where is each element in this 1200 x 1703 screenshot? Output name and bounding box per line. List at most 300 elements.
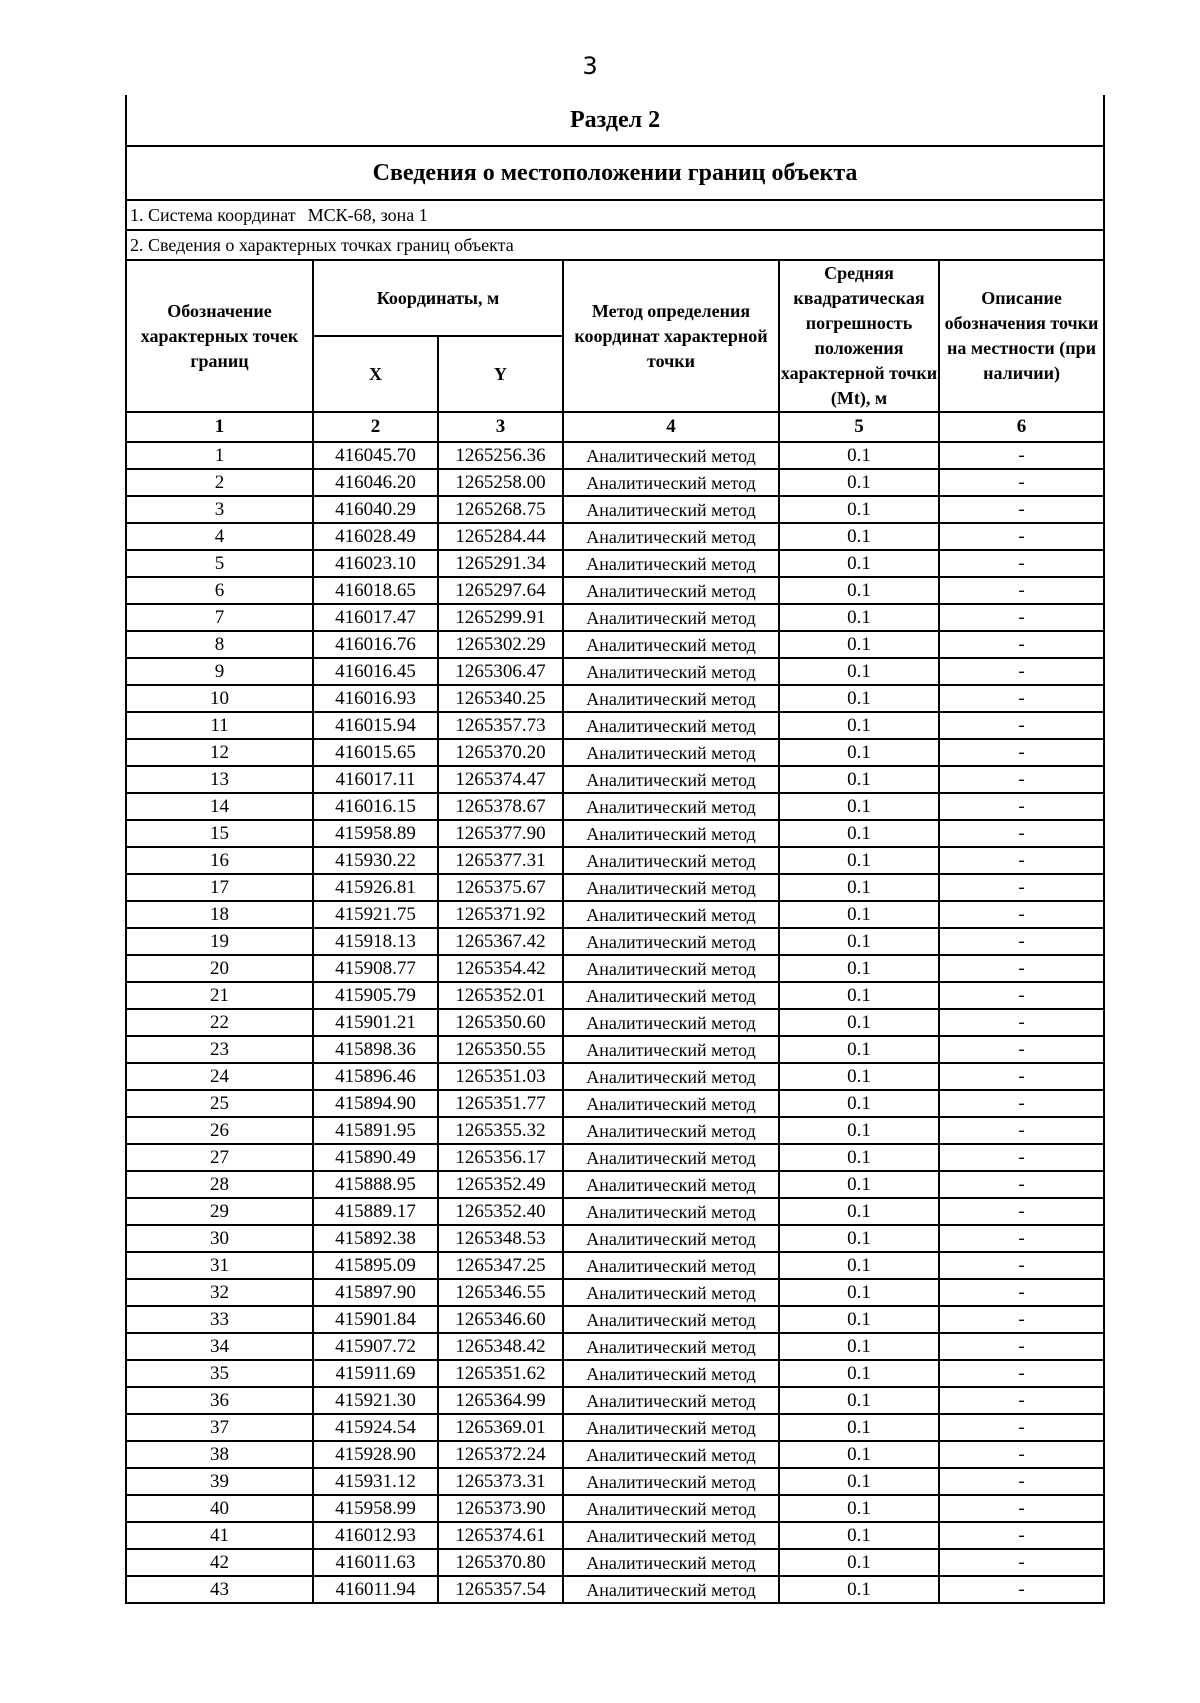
mean-error: 0.1 (779, 496, 939, 523)
mean-error: 0.1 (779, 1306, 939, 1333)
coord-x: 415931.12 (313, 1468, 438, 1495)
mean-error: 0.1 (779, 1009, 939, 1036)
point-number: 38 (126, 1441, 313, 1468)
description: - (939, 1009, 1104, 1036)
coord-y: 1265351.03 (438, 1063, 563, 1090)
coord-x: 415888.95 (313, 1171, 438, 1198)
coord-x: 416023.10 (313, 550, 438, 577)
method: Аналитический метод (563, 1252, 779, 1279)
coord-y: 1265346.55 (438, 1279, 563, 1306)
method: Аналитический метод (563, 1306, 779, 1333)
description: - (939, 496, 1104, 523)
coord-x: 415890.49 (313, 1144, 438, 1171)
mean-error: 0.1 (779, 982, 939, 1009)
point-number: 29 (126, 1198, 313, 1225)
table-row (126, 1225, 1104, 1252)
coord-y: 1265370.80 (438, 1549, 563, 1576)
point-number: 24 (126, 1063, 313, 1090)
table-row (126, 1144, 1104, 1171)
table-row (126, 1333, 1104, 1360)
point-number: 30 (126, 1225, 313, 1252)
table-row (126, 739, 1104, 766)
mean-error: 0.1 (779, 1576, 939, 1603)
coord-y: 1265367.42 (438, 928, 563, 955)
description: - (939, 1333, 1104, 1360)
table-row (126, 1063, 1104, 1090)
method: Аналитический метод (563, 955, 779, 982)
coord-x: 416015.65 (313, 739, 438, 766)
description: - (939, 1144, 1104, 1171)
table-row (126, 766, 1104, 793)
method: Аналитический метод (563, 874, 779, 901)
mean-error: 0.1 (779, 1198, 939, 1225)
method: Аналитический метод (563, 1495, 779, 1522)
coord-x: 415889.17 (313, 1198, 438, 1225)
point-number: 34 (126, 1333, 313, 1360)
point-number: 17 (126, 874, 313, 901)
description: - (939, 1468, 1104, 1495)
method: Аналитический метод (563, 820, 779, 847)
coord-x: 415926.81 (313, 874, 438, 901)
point-number: 9 (126, 658, 313, 685)
header-coordinates: Координаты, м (313, 260, 563, 336)
point-number: 36 (126, 1387, 313, 1414)
table-row (126, 1414, 1104, 1441)
method: Аналитический метод (563, 928, 779, 955)
mean-error: 0.1 (779, 955, 939, 982)
method: Аналитический метод (563, 631, 779, 658)
coord-x: 415911.69 (313, 1360, 438, 1387)
points-heading: 2. Сведения о характерных точках границ объекта (126, 230, 1104, 260)
point-number: 27 (126, 1144, 313, 1171)
coord-x: 416011.63 (313, 1549, 438, 1576)
table-row (126, 1279, 1104, 1306)
table-row (126, 1549, 1104, 1576)
coord-x: 415924.54 (313, 1414, 438, 1441)
description: - (939, 1171, 1104, 1198)
table-row (126, 442, 1104, 469)
coord-y: 1265350.60 (438, 1009, 563, 1036)
method: Аналитический метод (563, 1468, 779, 1495)
coord-y: 1265364.99 (438, 1387, 563, 1414)
method: Аналитический метод (563, 1198, 779, 1225)
section-title: Раздел 2 (126, 95, 1104, 146)
point-number: 26 (126, 1117, 313, 1144)
method: Аналитический метод (563, 1360, 779, 1387)
point-number: 35 (126, 1360, 313, 1387)
mean-error: 0.1 (779, 766, 939, 793)
description: - (939, 631, 1104, 658)
description: - (939, 874, 1104, 901)
coord-y: 1265371.92 (438, 901, 563, 928)
coord-y: 1265350.55 (438, 1036, 563, 1063)
point-number: 37 (126, 1414, 313, 1441)
mean-error: 0.1 (779, 1549, 939, 1576)
point-number: 2 (126, 469, 313, 496)
point-number: 3 (126, 496, 313, 523)
table-row (126, 1360, 1104, 1387)
description: - (939, 1090, 1104, 1117)
table-body (126, 442, 1104, 1603)
table-row (126, 1495, 1104, 1522)
description: - (939, 1117, 1104, 1144)
table-row (126, 820, 1104, 847)
table-row (126, 1009, 1104, 1036)
point-number: 14 (126, 793, 313, 820)
mean-error: 0.1 (779, 442, 939, 469)
description: - (939, 658, 1104, 685)
table-row (126, 1117, 1104, 1144)
table-row (126, 955, 1104, 982)
point-number: 5 (126, 550, 313, 577)
coord-y: 1265306.47 (438, 658, 563, 685)
point-number: 43 (126, 1576, 313, 1603)
coord-x: 415907.72 (313, 1333, 438, 1360)
coord-y: 1265377.90 (438, 820, 563, 847)
table-row (126, 1306, 1104, 1333)
description: - (939, 739, 1104, 766)
coord-y: 1265370.20 (438, 739, 563, 766)
coord-y: 1265373.31 (438, 1468, 563, 1495)
description: - (939, 469, 1104, 496)
method: Аналитический метод (563, 1441, 779, 1468)
coord-y: 1265297.64 (438, 577, 563, 604)
description: - (939, 685, 1104, 712)
mean-error: 0.1 (779, 1468, 939, 1495)
table-row (126, 1387, 1104, 1414)
coord-y: 1265373.90 (438, 1495, 563, 1522)
mean-error: 0.1 (779, 604, 939, 631)
description: - (939, 1387, 1104, 1414)
description: - (939, 1279, 1104, 1306)
coord-y: 1265372.24 (438, 1441, 563, 1468)
point-number: 39 (126, 1468, 313, 1495)
table-row (126, 928, 1104, 955)
point-number: 40 (126, 1495, 313, 1522)
point-number: 32 (126, 1279, 313, 1306)
description: - (939, 577, 1104, 604)
mean-error: 0.1 (779, 631, 939, 658)
mean-error: 0.1 (779, 820, 939, 847)
mean-error: 0.1 (779, 469, 939, 496)
coord-x: 416016.93 (313, 685, 438, 712)
description: - (939, 793, 1104, 820)
point-number: 41 (126, 1522, 313, 1549)
table-row (126, 550, 1104, 577)
mean-error: 0.1 (779, 739, 939, 766)
method: Аналитический метод (563, 982, 779, 1009)
method: Аналитический метод (563, 658, 779, 685)
method: Аналитический метод (563, 1414, 779, 1441)
method: Аналитический метод (563, 1036, 779, 1063)
coord-x: 415958.89 (313, 820, 438, 847)
method: Аналитический метод (563, 1171, 779, 1198)
point-number: 10 (126, 685, 313, 712)
description: - (939, 1063, 1104, 1090)
page-number: 3 (582, 52, 598, 80)
coord-y: 1265374.61 (438, 1522, 563, 1549)
mean-error: 0.1 (779, 1441, 939, 1468)
point-number: 11 (126, 712, 313, 739)
description: - (939, 1495, 1104, 1522)
coord-x: 416018.65 (313, 577, 438, 604)
coord-y: 1265291.34 (438, 550, 563, 577)
mean-error: 0.1 (779, 928, 939, 955)
point-number: 21 (126, 982, 313, 1009)
coord-y: 1265369.01 (438, 1414, 563, 1441)
mean-error: 0.1 (779, 1387, 939, 1414)
mean-error: 0.1 (779, 1333, 939, 1360)
mean-error: 0.1 (779, 1279, 939, 1306)
description: - (939, 1549, 1104, 1576)
description: - (939, 1252, 1104, 1279)
coord-x: 416040.29 (313, 496, 438, 523)
method: Аналитический метод (563, 1009, 779, 1036)
coord-y: 1265258.00 (438, 469, 563, 496)
mean-error: 0.1 (779, 1495, 939, 1522)
mean-error: 0.1 (779, 1252, 939, 1279)
coord-x: 415894.90 (313, 1090, 438, 1117)
coord-y: 1265340.25 (438, 685, 563, 712)
description: - (939, 1360, 1104, 1387)
point-number: 20 (126, 955, 313, 982)
table-row (126, 469, 1104, 496)
point-number: 7 (126, 604, 313, 631)
table-row (126, 1441, 1104, 1468)
description: - (939, 982, 1104, 1009)
mean-error: 0.1 (779, 1063, 939, 1090)
table-row (126, 982, 1104, 1009)
description: - (939, 820, 1104, 847)
description: - (939, 712, 1104, 739)
coord-y: 1265355.32 (438, 1117, 563, 1144)
point-number: 8 (126, 631, 313, 658)
coord-y: 1265346.60 (438, 1306, 563, 1333)
point-number: 23 (126, 1036, 313, 1063)
coord-y: 1265374.47 (438, 766, 563, 793)
coord-y: 1265352.40 (438, 1198, 563, 1225)
header-method: Метод определения координат характерной точки (563, 260, 779, 412)
column-number: 1 (126, 412, 313, 442)
coord-x: 416011.94 (313, 1576, 438, 1603)
coord-y: 1265375.67 (438, 874, 563, 901)
mean-error: 0.1 (779, 1036, 939, 1063)
description: - (939, 928, 1104, 955)
mean-error: 0.1 (779, 1225, 939, 1252)
method: Аналитический метод (563, 1144, 779, 1171)
coord-x: 415928.90 (313, 1441, 438, 1468)
method: Аналитический метод (563, 1117, 779, 1144)
coord-x: 416046.20 (313, 469, 438, 496)
coord-x: 415921.75 (313, 901, 438, 928)
method: Аналитический метод (563, 442, 779, 469)
coord-x: 416012.93 (313, 1522, 438, 1549)
coord-y: 1265354.42 (438, 955, 563, 982)
column-number: 2 (313, 412, 438, 442)
coord-y: 1265348.42 (438, 1333, 563, 1360)
method: Аналитический метод (563, 847, 779, 874)
mean-error: 0.1 (779, 658, 939, 685)
coord-y: 1265284.44 (438, 523, 563, 550)
description: - (939, 1306, 1104, 1333)
coord-x: 416016.76 (313, 631, 438, 658)
point-number: 12 (126, 739, 313, 766)
table-row (126, 874, 1104, 901)
point-number: 18 (126, 901, 313, 928)
coord-x: 415892.38 (313, 1225, 438, 1252)
column-number: 5 (779, 412, 939, 442)
mean-error: 0.1 (779, 847, 939, 874)
table-row (126, 901, 1104, 928)
coord-y: 1265351.77 (438, 1090, 563, 1117)
method: Аналитический метод (563, 1279, 779, 1306)
coord-x: 415891.95 (313, 1117, 438, 1144)
coord-x: 415918.13 (313, 928, 438, 955)
table-row (126, 712, 1104, 739)
table-row (126, 685, 1104, 712)
coord-x: 415897.90 (313, 1279, 438, 1306)
table-row (126, 658, 1104, 685)
table-row (126, 1036, 1104, 1063)
point-number: 28 (126, 1171, 313, 1198)
object-title: Сведения о местоположении границ объекта (126, 146, 1104, 200)
method: Аналитический метод (563, 523, 779, 550)
mean-error: 0.1 (779, 523, 939, 550)
mean-error: 0.1 (779, 685, 939, 712)
description: - (939, 523, 1104, 550)
header-description: Описание обозначения точки на местности (при наличии) (939, 260, 1104, 412)
method: Аналитический метод (563, 1387, 779, 1414)
point-number: 22 (126, 1009, 313, 1036)
description: - (939, 766, 1104, 793)
mean-error: 0.1 (779, 901, 939, 928)
coord-x: 415901.84 (313, 1306, 438, 1333)
point-number: 15 (126, 820, 313, 847)
mean-error: 0.1 (779, 1171, 939, 1198)
coord-x: 415905.79 (313, 982, 438, 1009)
table-row (126, 1090, 1104, 1117)
mean-error: 0.1 (779, 1360, 939, 1387)
column-number: 6 (939, 412, 1104, 442)
description: - (939, 901, 1104, 928)
coord-system-value: МСК-68, зона 1 (307, 204, 428, 225)
mean-error: 0.1 (779, 712, 939, 739)
coord-x: 415895.09 (313, 1252, 438, 1279)
table-row (126, 496, 1104, 523)
table-row (126, 1576, 1104, 1603)
table-row (126, 631, 1104, 658)
coord-y: 1265302.29 (438, 631, 563, 658)
method: Аналитический метод (563, 1333, 779, 1360)
description: - (939, 442, 1104, 469)
mean-error: 0.1 (779, 1522, 939, 1549)
description: - (939, 847, 1104, 874)
method: Аналитический метод (563, 793, 779, 820)
coord-y: 1265352.49 (438, 1171, 563, 1198)
description: - (939, 550, 1104, 577)
coord-x: 415908.77 (313, 955, 438, 982)
table-row (126, 523, 1104, 550)
description: - (939, 1225, 1104, 1252)
point-number: 4 (126, 523, 313, 550)
mean-error: 0.1 (779, 550, 939, 577)
point-number: 42 (126, 1549, 313, 1576)
method: Аналитический метод (563, 685, 779, 712)
coord-y: 1265377.31 (438, 847, 563, 874)
coord-system-label: 1. Система координат (130, 204, 296, 225)
description: - (939, 1036, 1104, 1063)
coord-y: 1265378.67 (438, 793, 563, 820)
mean-error: 0.1 (779, 1414, 939, 1441)
method: Аналитический метод (563, 1522, 779, 1549)
description: - (939, 1441, 1104, 1468)
boundary-points-table (125, 95, 1105, 1604)
coord-y: 1265351.62 (438, 1360, 563, 1387)
mean-error: 0.1 (779, 874, 939, 901)
coord-x: 416016.45 (313, 658, 438, 685)
coord-x: 416016.15 (313, 793, 438, 820)
mean-error: 0.1 (779, 1090, 939, 1117)
coord-y: 1265348.53 (438, 1225, 563, 1252)
description: - (939, 604, 1104, 631)
method: Аналитический метод (563, 1225, 779, 1252)
header-designation: Обозначение характерных точек границ (126, 260, 313, 412)
point-number: 16 (126, 847, 313, 874)
coord-x: 416045.70 (313, 442, 438, 469)
method: Аналитический метод (563, 766, 779, 793)
description: - (939, 1414, 1104, 1441)
mean-error: 0.1 (779, 793, 939, 820)
coord-x: 415896.46 (313, 1063, 438, 1090)
table-row (126, 604, 1104, 631)
coord-system-row (126, 200, 1104, 230)
point-number: 31 (126, 1252, 313, 1279)
method: Аналитический метод (563, 550, 779, 577)
coord-x: 415898.36 (313, 1036, 438, 1063)
description: - (939, 1198, 1104, 1225)
method: Аналитический метод (563, 901, 779, 928)
coord-x: 416015.94 (313, 712, 438, 739)
coord-x: 415921.30 (313, 1387, 438, 1414)
point-number: 1 (126, 442, 313, 469)
method: Аналитический метод (563, 1549, 779, 1576)
table-row (126, 1252, 1104, 1279)
coord-x: 416017.47 (313, 604, 438, 631)
method: Аналитический метод (563, 469, 779, 496)
point-number: 13 (126, 766, 313, 793)
table-row (126, 1522, 1104, 1549)
header-error: Средняя квадратическая погрешность положения характерной точки (Mt), м (779, 260, 939, 412)
coord-y: 1265347.25 (438, 1252, 563, 1279)
description: - (939, 1522, 1104, 1549)
mean-error: 0.1 (779, 577, 939, 604)
table-row (126, 1198, 1104, 1225)
column-number: 3 (438, 412, 563, 442)
coord-x: 415901.21 (313, 1009, 438, 1036)
table-row (126, 1468, 1104, 1495)
point-number: 25 (126, 1090, 313, 1117)
method: Аналитический метод (563, 712, 779, 739)
coord-y: 1265256.36 (438, 442, 563, 469)
method: Аналитический метод (563, 604, 779, 631)
coord-y: 1265356.17 (438, 1144, 563, 1171)
table-row (126, 1171, 1104, 1198)
point-number: 6 (126, 577, 313, 604)
coord-y: 1265268.75 (438, 496, 563, 523)
method: Аналитический метод (563, 577, 779, 604)
coord-x: 416017.11 (313, 766, 438, 793)
header-x: X (313, 336, 438, 412)
